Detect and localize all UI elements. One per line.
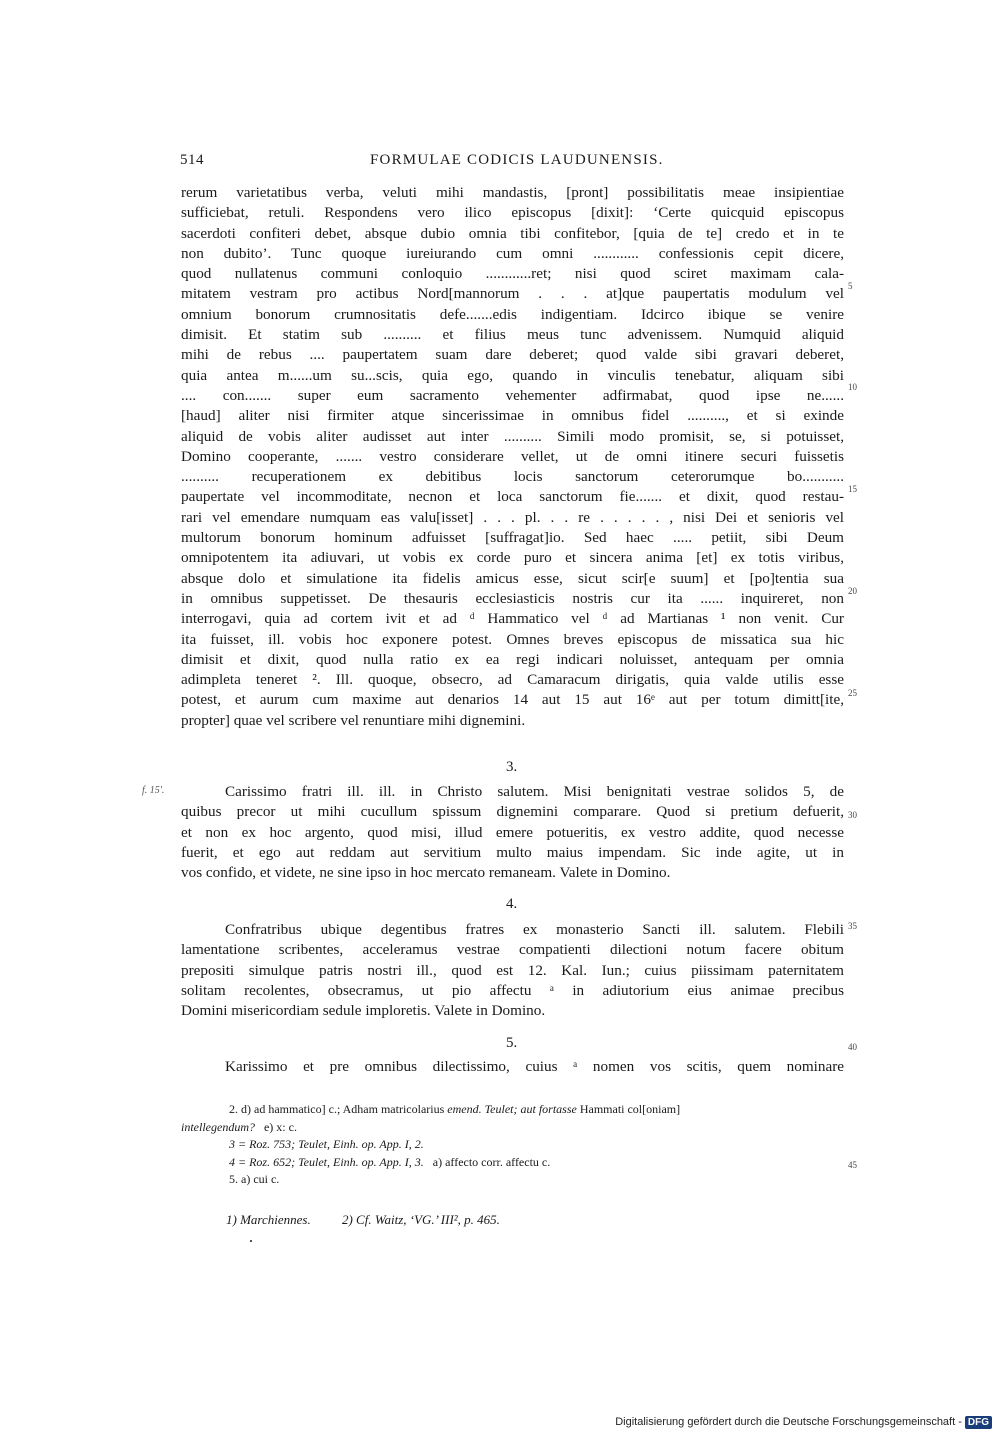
text-line: [haud] aliter nisi firmiter atque sincerissimae in omnibus fidel .........., et si exinde <box>181 407 844 425</box>
text-line: sufficiebat, retuli. Respondens vero ilico episcopus [dixit]: ‘Certe quicquid episcopus <box>181 204 844 222</box>
line-number: 20 <box>848 586 857 596</box>
text-line: non dubito’. Tunc quoque iureiurando cum omni ............ confessionis cepit dicere, <box>181 244 844 262</box>
section-4-text <box>181 920 844 1021</box>
line-number: 45 <box>848 1160 857 1170</box>
folio-reference: f. 15'. <box>142 785 165 796</box>
footnote-1: 1) Marchiennes. <box>226 1212 311 1227</box>
line-number: 10 <box>848 382 857 392</box>
dfg-logo-icon: DFG <box>965 1416 992 1429</box>
section-3-number: 3. <box>506 759 518 775</box>
line-number: 5 <box>848 281 853 291</box>
text-line: mitatem vestram pro actibus Nord[mannorum . . . at]que paupertatis modulum vel <box>181 285 844 303</box>
text-line: vos confido, et videte, ne sine ipso in hoc mercato remaneam. Valete in Domino. <box>181 864 671 882</box>
text-line: rerum varietatibus verba, veluti mihi mandastis, [pront] possibilitatis meae insipientiae <box>181 184 844 201</box>
line-number: 35 <box>848 921 857 931</box>
text-line: rari vel emendare numquam eas valu[isset] . . . pl. . . re . . . . . , nisi Dei et senioris vel <box>181 508 844 526</box>
text-line: Domino cooperante, ....... vestro considerare vellet, ut de omni itinere securi fuissetis <box>181 447 844 465</box>
text-line: interrogavi, quia ad cortem ivit et ad ᵈ Hammatico vel ᵈ ad Martianas ¹ non venit. Cur <box>181 610 844 628</box>
text-line: prepositi simulque patris nostri ill., quod est 12. Kal. Iun.; cuius piissimam paternitatem <box>181 961 844 979</box>
text-line: sacerdoti confiteri debet, absque dubio omnia tibi confitebor, [quia de te] credo et in te <box>181 224 844 242</box>
digitization-footer <box>615 1414 992 1430</box>
text-line: ita fuisset, ill. vobis hoc exponere potest. Omnes breves episcopus de missatica sua hic <box>181 630 844 648</box>
text-line: Carissimo fratri ill. ill. in Christo salutem. Misi benignitati vestrae solidos 5, de <box>225 783 844 800</box>
footer-text: Digitalisierung gefördert durch die Deutsche Forschungsgemeinschaft - <box>615 1416 962 1428</box>
text-line: quia antea m......um su...scis, quia ego, quando in vinculis tenebatur, aliquam sibi <box>181 366 844 384</box>
ink-speck <box>250 1240 252 1242</box>
text-line: Karissimo et pre omnibus dilectissimo, cuius ᵃ nomen vos scitis, quem nominare <box>225 1058 844 1075</box>
running-title: FORMULAE CODICIS LAUDUNENSIS. <box>370 152 664 168</box>
text-line: quod nullatenus communi conloquio ............ret; nisi quod sciret maximam cala- <box>181 265 844 283</box>
footnotes <box>226 1212 528 1228</box>
text-line: paupertate vel incommoditate, necnon et loca sanctorum fie....... et dixit, quod restau- <box>181 488 844 506</box>
text-line: omnipotentem ita adiuvari, ut vobis ex corde puro et sincera anima [et] ex totis viribus, <box>181 549 844 567</box>
note-line: intellegendum? e) x: c. <box>181 1119 297 1134</box>
text-line: et non ex hoc argento, quod misi, illud emere potueritis, ex vestro addite, quod necesse <box>181 823 844 841</box>
text-line: Confratribus ubique degentibus fratres ex monasterio Sancti ill. salutem. Flebili <box>225 921 844 938</box>
text-line: absque dolo et simulatione ita fidelis amicus esse, sicut scir[e suum] et [po]tentia sua <box>181 569 844 587</box>
section-2-text <box>181 183 844 731</box>
note-line: 3 = Roz. 753; Teulet, Einh. op. App. I, 2. <box>229 1137 424 1151</box>
section-5-number: 5. <box>506 1035 518 1051</box>
section-5-text <box>181 1057 844 1077</box>
text-line: .......... recuperationem ex debitibus locis sanctorum ceterorumque bo........... <box>181 468 844 486</box>
text-line: adimpleta teneret ². Ill. quoque, obsecro, ad Camaracum dirigatis, quia valde utilis esse <box>181 671 844 689</box>
note-line: 5. a) cui c. <box>229 1172 280 1186</box>
text-line: Domini misericordiam sedule imploretis. Valete in Domino. <box>181 1002 546 1020</box>
line-number: 25 <box>848 688 857 698</box>
text-line: potest, et aurum cum maxime aut denarios 14 aut 15 aut 16ᵉ aut per totum dimitt[ite, <box>181 691 844 709</box>
section-4-number: 4. <box>506 896 518 912</box>
text-line: .... con....... super eum sacramento vehementer adfirmabat, quod ipse ne...... <box>181 386 844 404</box>
text-line: multorum bonorum hominum adfuisset [suffragat]io. Sed haec ..... petiit, sibi Deum <box>181 529 844 547</box>
text-line: aliquid de vobis aliter audisset aut inter .......... Simili modo promisit, se, si potuisset, <box>181 427 844 445</box>
text-line: dimisit et dixit, quod nulla ratio ex ea regi indicari noluisset, antequam per omnia <box>181 650 844 668</box>
line-number: 30 <box>848 810 857 820</box>
note-line: 4 = Roz. 652; Teulet, Einh. op. App. I, 3. a) affecto corr. affectu c. <box>229 1154 551 1169</box>
line-number: 40 <box>848 1042 857 1052</box>
footnote-2: 2) Cf. Waitz, ‘VG.’ III², p. 465. <box>341 1212 500 1227</box>
text-line: fuerit, et ego aut reddam aut servitium multo maius impendam. Sic inde agite, ut in <box>181 843 844 861</box>
critical-notes <box>181 1101 844 1189</box>
page-number: 514 <box>180 152 204 168</box>
text-line: dimisit. Et statim sub .......... et filius meus tunc advenissem. Numquid aliquid <box>181 326 844 344</box>
section-3-text <box>181 782 844 883</box>
text-line: in omnibus suppetisset. De thesauris ecclesiasticis nostris cur ita ...... inquireret, non <box>181 589 844 607</box>
line-number: 15 <box>848 484 857 494</box>
text-line: propter] quae vel scribere vel renuntiare mihi dignemini. <box>181 711 526 729</box>
text-line: omnium bonorum crumnositatis defe.......edis indigentiam. Idcirco ibique se venire <box>181 305 844 323</box>
text-line: quibus precor ut mihi cucullum spissum dignemini comparare. Quod si pretium defuerit, <box>181 803 844 821</box>
text-line: mihi de rebus .... paupertatem suam dare deberet; quod valde sibi gravari deberet, <box>181 346 844 364</box>
text-line: solitam recolentes, obsecramus, ut pio affectu ᵃ in adiutorium eius animae precibus <box>181 981 844 999</box>
note-line: 2. d) ad hammatico] c.; Adham matricolarius emend. Teulet; aut fortasse Hammati col[oniam] <box>229 1102 681 1116</box>
text-line: lamentatione scribentes, acceleramus vestrae compatienti dilectioni notum facere obitum <box>181 941 844 959</box>
